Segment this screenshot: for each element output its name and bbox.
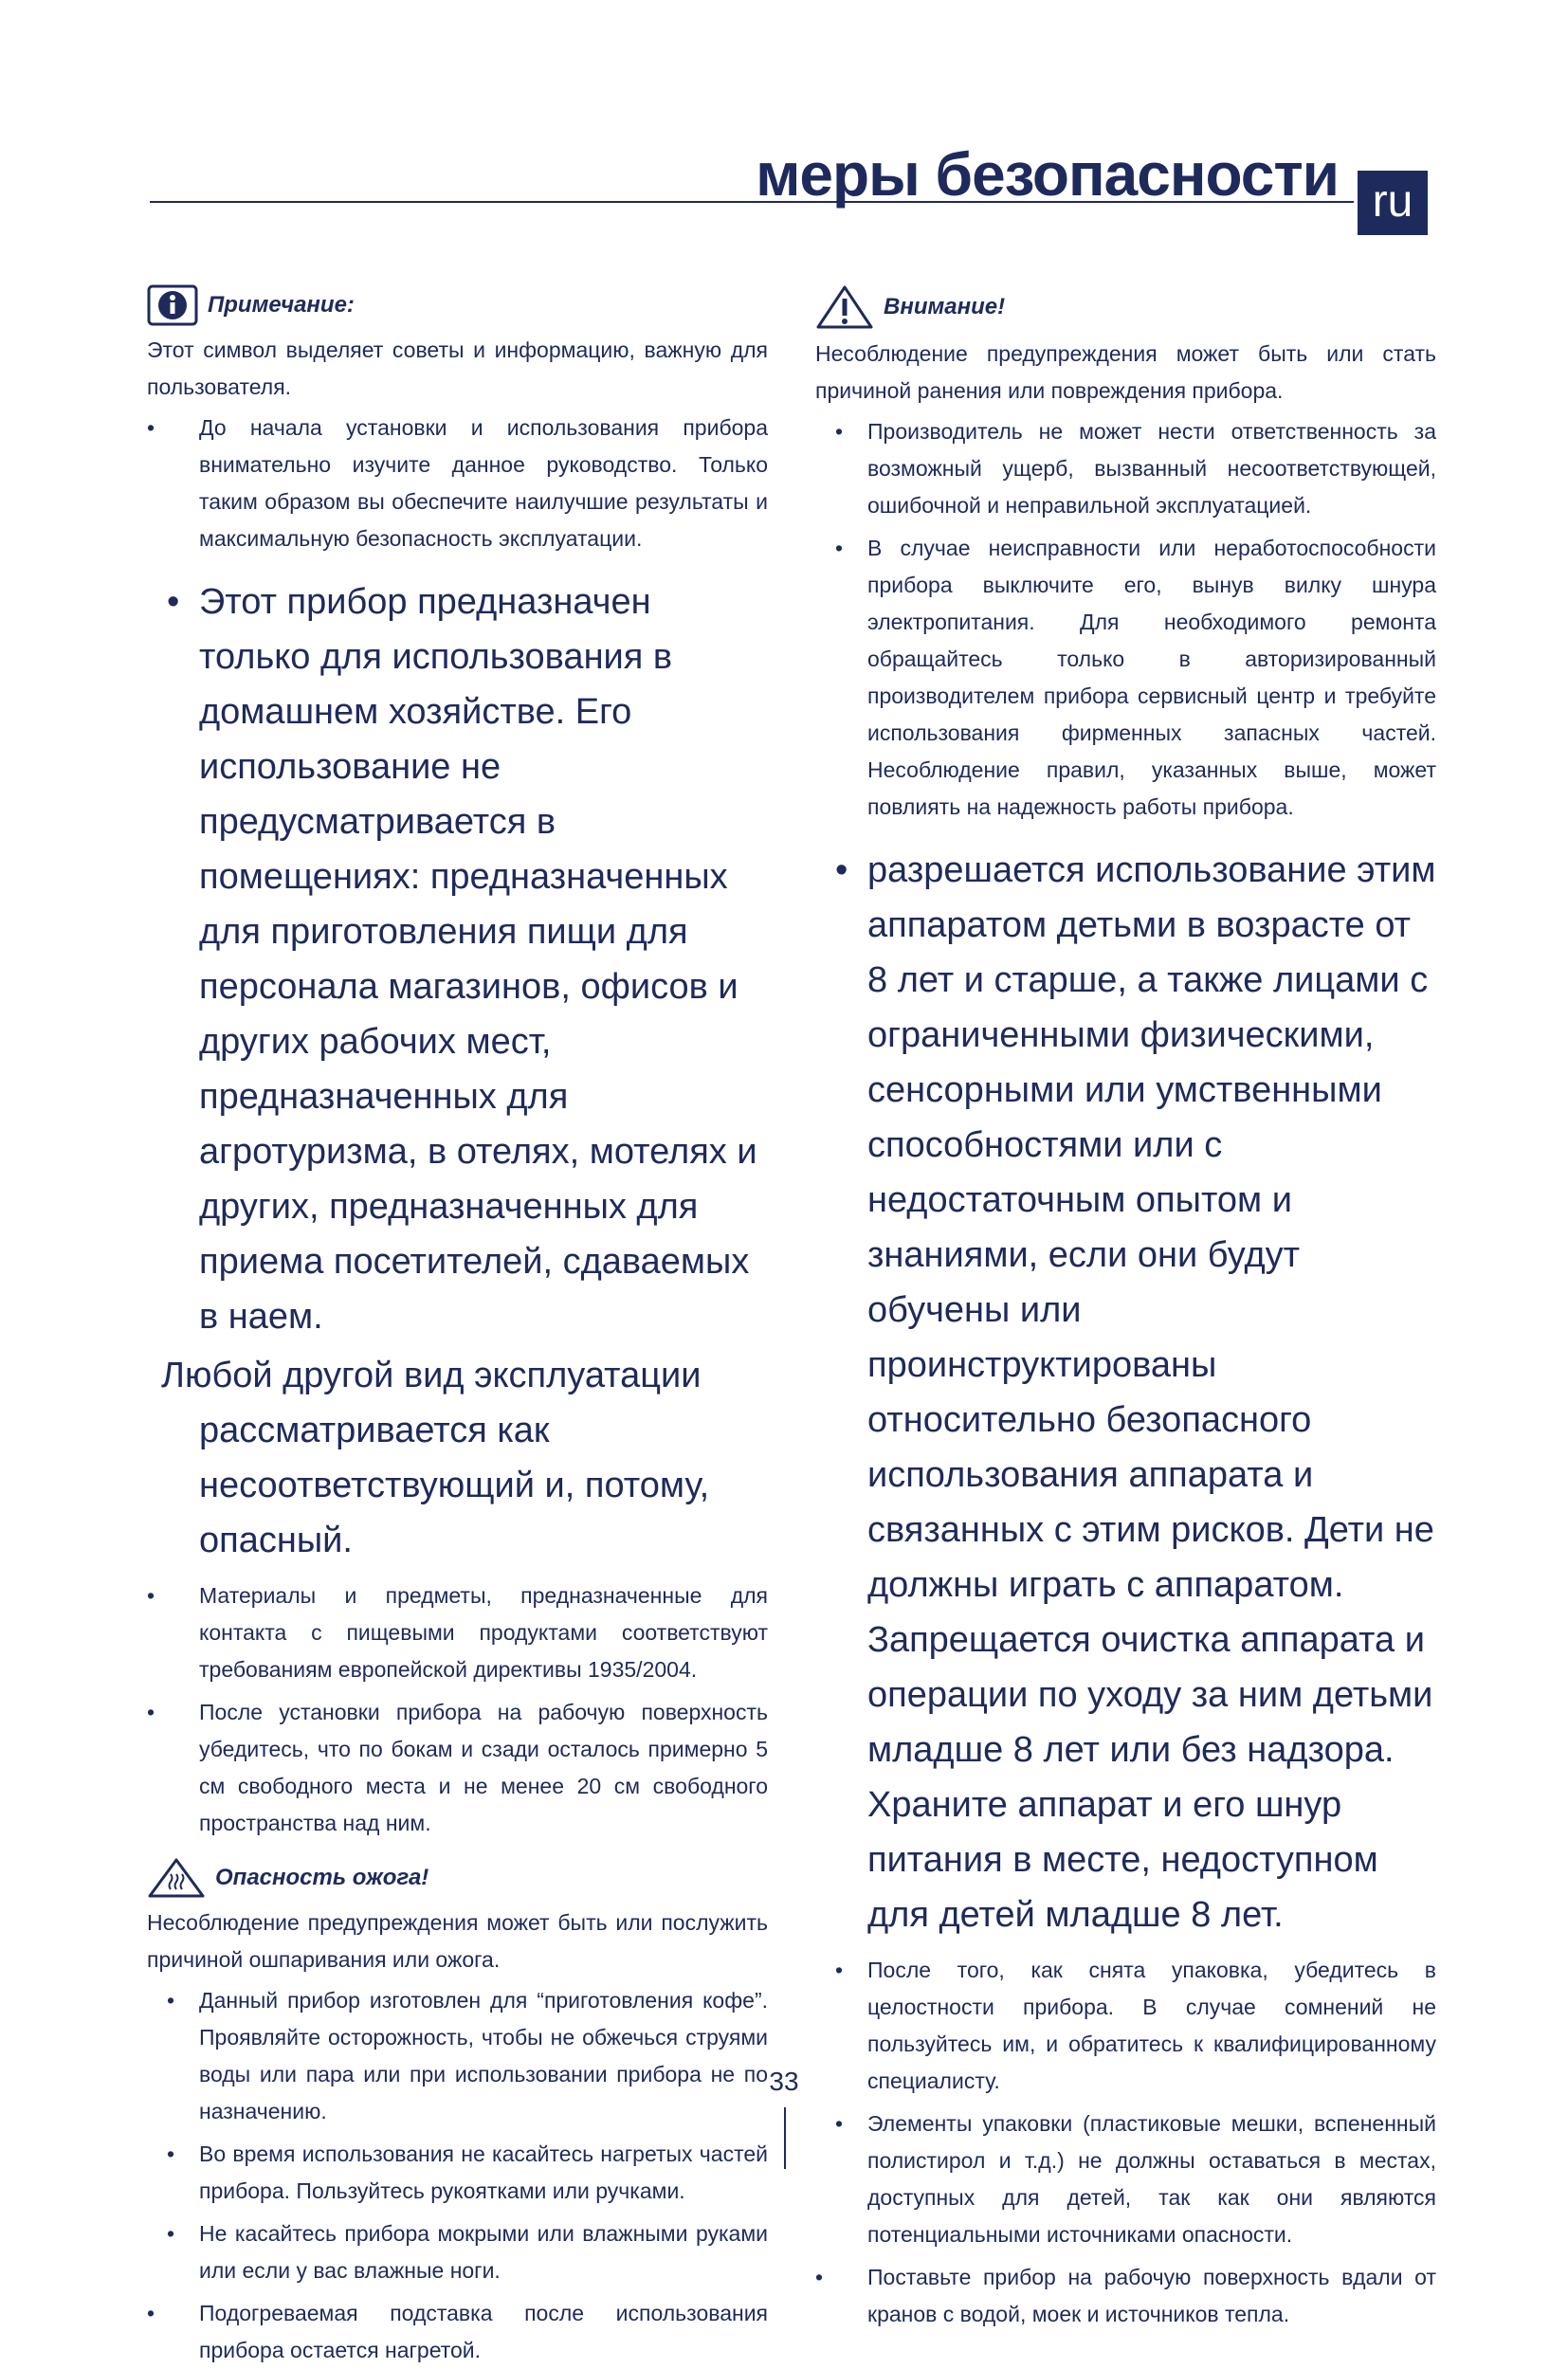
bullet: • xyxy=(147,2301,155,2325)
list-item-text: разрешается использование этим аппаратом детьми в возрасте от 8 лет и старше, а также лицами с ограниченными физическими, сенсорными или умственными способностями или с недостаточным опытом и знаниями, если они будут обучены или проинструктированы относительно безопасного использования аппарата и связанных с этим рисков. Дети не должны играть с аппаратом. Запрещается очистка аппарата и операции по уходу за ним детьми младше 8 лет или без надзора. Храните аппарат и его шнур питания в месте, недоступном для детей младше 8 лет. xyxy=(867,850,1436,1935)
large-list-item xyxy=(815,843,1436,1942)
bullet: • xyxy=(835,1958,844,1982)
warning-label: Внимание! xyxy=(884,294,1006,319)
warning-intro: Несоблюдение предупреждения может быть или стать причиной ранения или повреждения прибора. xyxy=(815,341,1436,403)
list-item-text: Во время использования не касайтесь нагретых частей прибора. Пользуйтесь рукоятками или ручками. xyxy=(199,2141,768,2203)
bullet: • xyxy=(167,2141,175,2166)
list-item xyxy=(147,2295,768,2369)
large-paragraph xyxy=(147,1348,768,1568)
note-label: Примечание: xyxy=(208,292,355,318)
list-item xyxy=(815,413,1436,524)
left-column xyxy=(147,284,768,2369)
list-item xyxy=(147,2136,768,2210)
list-item xyxy=(147,1982,768,2130)
list-item-text: Элементы упаковки (пластиковые мешки, вспененный полистирол и т.д.) не должны оставаться в местах, доступных для детей, так как они являются потенциальными источниками опасности. xyxy=(867,2111,1436,2247)
list-item xyxy=(147,2215,768,2289)
page-number: 33 xyxy=(769,2067,799,2096)
bullet: • xyxy=(815,2265,824,2289)
right-column xyxy=(815,284,1436,2333)
list-item-text: Поставьте прибор на рабочую поверхность вдали от кранов с водой, моек и источников тепла. xyxy=(867,2265,1436,2326)
bullet: • xyxy=(147,415,155,440)
language-badge: ru xyxy=(1358,171,1428,235)
bullet: • xyxy=(835,2111,844,2136)
burn-heading xyxy=(147,1857,768,1899)
hot-surface-icon xyxy=(147,1857,206,1899)
list-item-text: До начала установки и использования прибора внимательно изучите данное руководство. Только таким образом вы обеспечите наилучшие результаты и максимальную безопасность эксплуатации. xyxy=(199,415,768,551)
large-list-item xyxy=(147,574,768,1344)
page-title: меры безопасности xyxy=(756,140,1339,209)
paragraph-text: Любой другой вид эксплуатации рассматривается как несоответствующий и, потому, опасный. xyxy=(161,1356,710,1560)
bullet: • xyxy=(147,1583,155,1608)
list-item-text: Производитель не может нести ответственность за возможный ущерб, вызванный несоответствующей, ошибочной и неправильной эксплуатацией. xyxy=(867,419,1436,518)
list-item-text: После установки прибора на рабочую поверхность убедитесь, что по бокам и сзади осталось примерно 5 см свободного места и не менее 20 см свободного пространства над ним. xyxy=(199,1700,768,1835)
bullet: • xyxy=(147,1700,155,1724)
bullet: • xyxy=(835,536,844,560)
note-intro: Этот символ выделяет советы и информацию, важную для пользователя. xyxy=(147,337,768,399)
warning-icon xyxy=(815,284,874,330)
bullet: • xyxy=(167,2221,175,2246)
list-item xyxy=(815,2259,1436,2333)
list-item-text: В случае неисправности или неработоспособности прибора выключите его, вынув вилку шнура электропитания. Для необходимого ремонта обращайтесь только в авторизированный производителем прибора сервисный центр и требуйте использования фирменных запасных частей. Несоблюдение правил, указанных выше, может повлиять на надежность работы прибора. xyxy=(867,536,1436,819)
list-item-text: Не касайтесь прибора мокрыми или влажными руками или если у вас влажные ноги. xyxy=(199,2221,768,2283)
list-item-text: Материалы и предметы, предназначенные для контакта с пищевыми продуктами соответствуют требованиям европейской директивы 1935/2004. xyxy=(199,1583,768,1682)
list-item xyxy=(147,1694,768,1842)
bullet: • xyxy=(835,419,844,444)
burn-intro: Несоблюдение предупреждения может быть или послужить причиной ошпаривания или ожога. xyxy=(147,1910,768,1972)
list-item-text: После того, как снята упаковка, убедитесь в целостности прибора. В случае сомнений не пользуйтесь им, и обратитесь к квалифицированному специалисту. xyxy=(867,1958,1436,2093)
burn-label: Опасность ожога! xyxy=(215,1865,429,1890)
list-item-text: Этот прибор предназначен только для использования в домашнем хозяйстве. Его использование не предусматривается в помещениях: предназначенных для приготовления пищи для персонала магазинов, офисов и других рабочих мест, предназначенных для агротуризма, в отелях, мотелях и других, предназначенных для приема посетителей, сдаваемых в наем. xyxy=(199,582,757,1337)
info-icon xyxy=(147,284,198,326)
bullet: • xyxy=(167,582,180,622)
list-item xyxy=(815,2105,1436,2253)
list-item xyxy=(815,530,1436,826)
list-item xyxy=(147,410,768,557)
bullet: • xyxy=(835,850,848,890)
note-heading xyxy=(147,284,768,326)
bullet: • xyxy=(167,1988,175,2013)
warning-heading xyxy=(815,284,1436,330)
page-divider xyxy=(784,2107,786,2169)
list-item-text: Данный прибор изготовлен для “приготовления кофе”. Проявляйте осторожность, чтобы не обжечься струями воды или пара или при использовании прибора не по назначению. xyxy=(199,1988,768,2123)
list-item xyxy=(147,1577,768,1688)
list-item-text: Подогреваемая подставка после использования прибора остается нагретой. xyxy=(199,2301,768,2362)
